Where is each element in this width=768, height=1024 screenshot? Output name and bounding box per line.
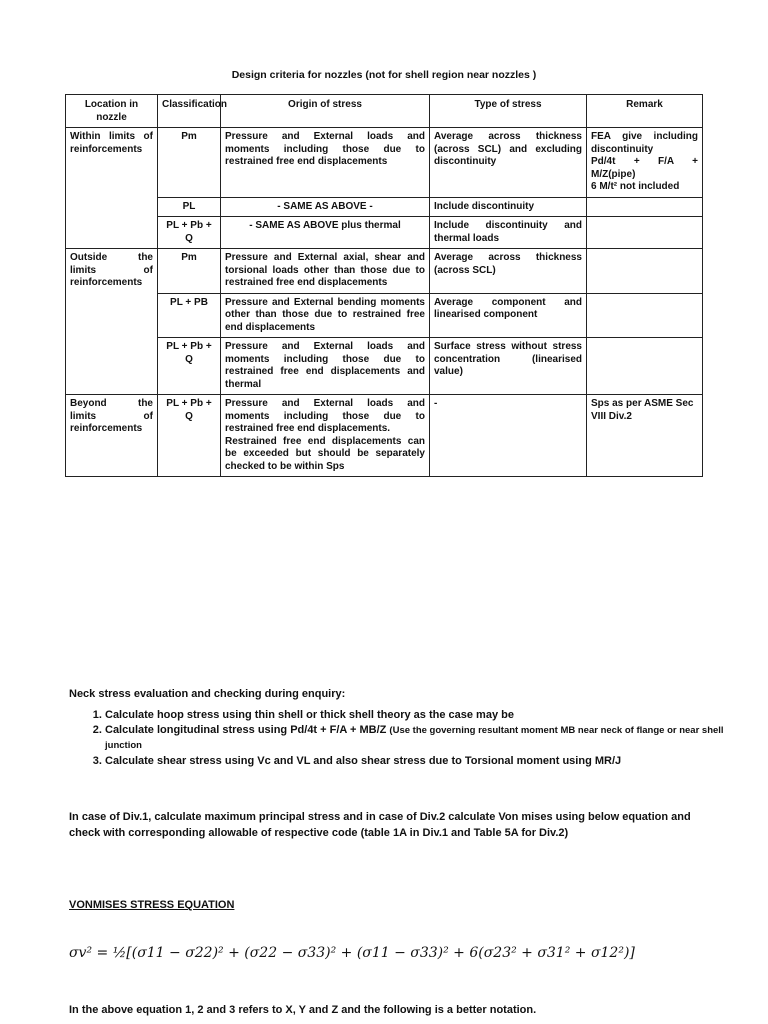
remark-cell: [587, 338, 703, 395]
table-row: [66, 197, 703, 217]
remark-cell: Sps as per ASME Sec VIII Div.2: [587, 395, 703, 477]
origin-cell: Pressure and External bending moments other than those due to restrained free end displacements: [221, 293, 430, 338]
vonmises-heading: VONMISES STRESS EQUATION: [69, 899, 235, 911]
remark-cell: [587, 128, 703, 198]
design-criteria-table: [65, 94, 703, 477]
header-location: Location in nozzle: [66, 95, 158, 128]
classification-cell: PL + PB: [158, 293, 221, 338]
origin-line: Pressure and External loads and moments including those due to restrained free end displacements.: [225, 398, 425, 434]
header-type: Type of stress: [430, 95, 587, 128]
header-classification: Classification: [158, 95, 221, 128]
origin-cell: Pressure and External loads and moments including those due to restrained free end displacements and thermal: [221, 338, 430, 395]
list-item: [105, 723, 745, 753]
step-main-text: Calculate longitudinal stress using Pd/4t + F/A + MB/Z: [105, 724, 387, 736]
neck-steps-list: [69, 708, 745, 769]
table-row: [66, 128, 703, 198]
classification-cell: PL: [158, 197, 221, 217]
header-origin: Origin of stress: [221, 95, 430, 128]
location-cell: Outside the limits of reinforcements: [66, 249, 158, 395]
step-note-text: (Use the governing resultant moment MB near neck of flange or near shell junction: [105, 725, 724, 751]
table-row: [66, 217, 703, 249]
origin-cell: Pressure and External loads and moments including those due to restrained free end displacements: [221, 128, 430, 198]
remark-line: Pd/4t + F/A + M/Z(pipe): [591, 156, 698, 180]
location-cell: Beyond the limits of reinforcements: [66, 395, 158, 477]
table-header-row: [66, 95, 703, 128]
document-title: Design criteria for nozzles (not for shell region near nozzles ): [231, 69, 537, 81]
classification-cell: Pm: [158, 249, 221, 294]
remark-cell: [587, 249, 703, 294]
origin-cell: [221, 395, 430, 477]
origin-cell: - SAME AS ABOVE plus thermal: [221, 217, 430, 249]
header-remark: Remark: [587, 95, 703, 128]
list-item: 1. Calculate hoop stress using thin shell or thick shell theory as the case may be: [105, 708, 745, 722]
location-cell: Within limits of reinforcements: [66, 128, 158, 249]
classification-cell: PL + Pb + Q: [158, 217, 221, 249]
origin-cell: Pressure and External axial, shear and torsional loads other than those due to restrained free end displacements: [221, 249, 430, 294]
remark-line: FEA give including discontinuity: [591, 131, 698, 155]
vonmises-equation: σv² = ½[(σ11 − σ22)² + (σ22 − σ33)² + (σ11 − σ33)² + 6(σ23² + σ31² + σ12²)]: [69, 945, 635, 961]
type-cell: Surface stress without stress concentration (linearised value): [430, 338, 587, 395]
table-row: [66, 293, 703, 338]
remark-line: 6 M/t² not included: [591, 181, 680, 192]
notation-footer: In the above equation 1, 2 and 3 refers to X, Y and Z and the following is a better notation.: [69, 1004, 537, 1016]
neck-stress-heading: Neck stress evaluation and checking during enquiry:: [69, 688, 346, 700]
type-cell: Average across thickness (across SCL) and excluding discontinuity: [430, 128, 587, 198]
list-item: 3. Calculate shear stress using Vc and VL and also shear stress due to Torsional moment using MR/J: [105, 754, 745, 768]
type-cell: Average component and linearised component: [430, 293, 587, 338]
remark-cell: [587, 197, 703, 217]
origin-cell: - SAME AS ABOVE -: [221, 197, 430, 217]
remark-cell: [587, 293, 703, 338]
classification-cell: PL + Pb + Q: [158, 338, 221, 395]
origin-line: Restrained free end displacements can be exceeded but should be separately checked to be within Sps: [225, 435, 425, 472]
division-paragraph: In case of Div.1, calculate maximum principal stress and in case of Div.2 calculate Von mises using below equation and check with corresponding allowable of respective code (table 1A in Div.1 and Table 5A for Div.2): [69, 811, 691, 839]
table-row: [66, 395, 703, 477]
table-row: [66, 338, 703, 395]
classification-cell: PL + Pb + Q: [158, 395, 221, 477]
type-cell: Include discontinuity and thermal loads: [430, 217, 587, 249]
type-cell: Include discontinuity: [430, 197, 587, 217]
remark-cell: [587, 217, 703, 249]
type-cell: Average across thickness (across SCL): [430, 249, 587, 294]
type-cell: -: [430, 395, 587, 477]
classification-cell: Pm: [158, 128, 221, 198]
table-row: [66, 249, 703, 294]
